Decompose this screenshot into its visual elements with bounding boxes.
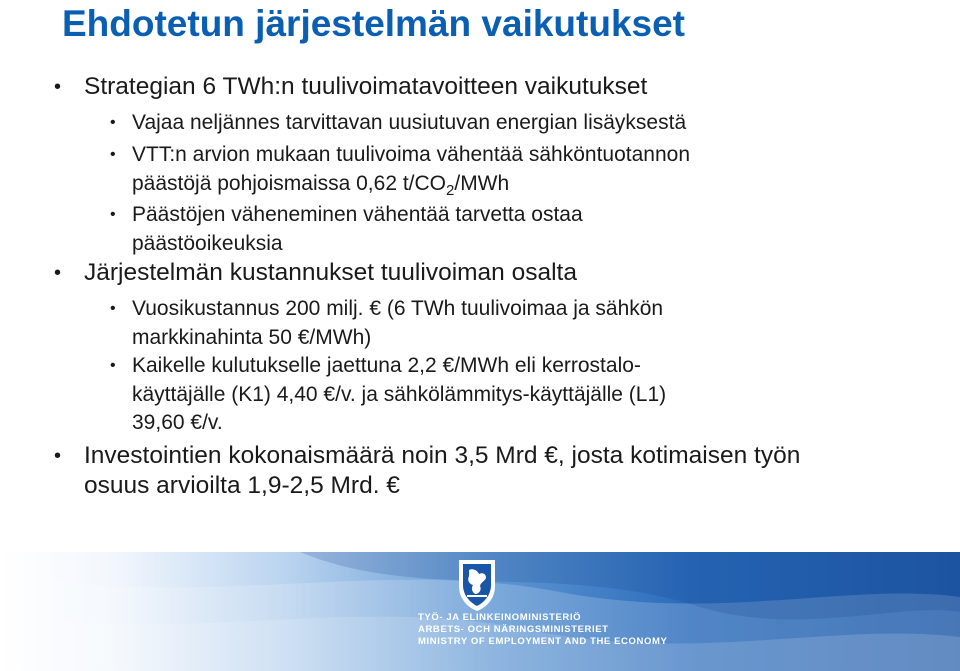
sub-bullet-emission-rights: • Päästöjen väheneminen vähentää tarvetta ostaa päästöoikeuksia [110, 203, 583, 255]
ministry-name-sv: ARBETS- OCH NÄRINGSMINISTERIET [418, 624, 609, 635]
sub-bullet-consumer-cost: • Kaikelle kulutukselle jaettuna 2,2 €/MWh eli kerrostalo- käyttäjälle (K1) 4,40 €/v. ja sähkölämmitys-käyttäjälle (L1) 39,60 €/v. [110, 354, 667, 434]
ministry-name [418, 612, 667, 648]
bullet-dot-icon: • [110, 146, 116, 163]
sub-bullet-vtt-estimate: • VTT:n arvion mukaan tuulivoima vähentää sähköntuotannon päästöjä pohjoismaissa 0,62 $t/CO_2$/MWh [110, 143, 691, 199]
bullet-dot-icon: • [110, 206, 116, 223]
bullet-dot-icon: • [110, 114, 116, 131]
bullet-dot-icon: • [54, 76, 62, 98]
ministry-name-fi: TYÖ- JA ELINKEINOMINISTERIÖ [418, 612, 582, 623]
bullet-costs: • Järjestelmän kustannukset tuulivoiman osalta [54, 259, 577, 286]
sub-bullet-renewable-share: • Vajaa neljännes tarvittavan uusiutuvan energian lisäyksestä [132, 109, 686, 138]
finnish-lion-crest-icon [455, 556, 499, 612]
bullet-dot-icon: • [54, 445, 62, 467]
page-title: Ehdotetun järjestelmän vaikutukset [62, 3, 686, 44]
bullet-investments: • Investointien kokonaismäärä noin 3,5 Mrd €, josta kotimaisen työn osuus arvioilta 1,9-2,5 Mrd. € [54, 442, 801, 499]
bullet-dot-icon: • [54, 262, 62, 284]
sub-bullet-annual-cost: • Vuosikustannus 200 milj. € (6 TWh tuulivoimaa ja sähkön markkinahinta 50 €/MWh) [110, 297, 664, 349]
bullet-dot-icon: • [110, 300, 116, 317]
bullet-strategy: • Strategian 6 TWh:n tuulivoimatavoitteen vaikutukset [54, 73, 648, 100]
bullet-dot-icon: • [110, 357, 116, 374]
ministry-name-en: MINISTRY OF EMPLOYMENT AND THE ECONOMY [418, 636, 668, 647]
